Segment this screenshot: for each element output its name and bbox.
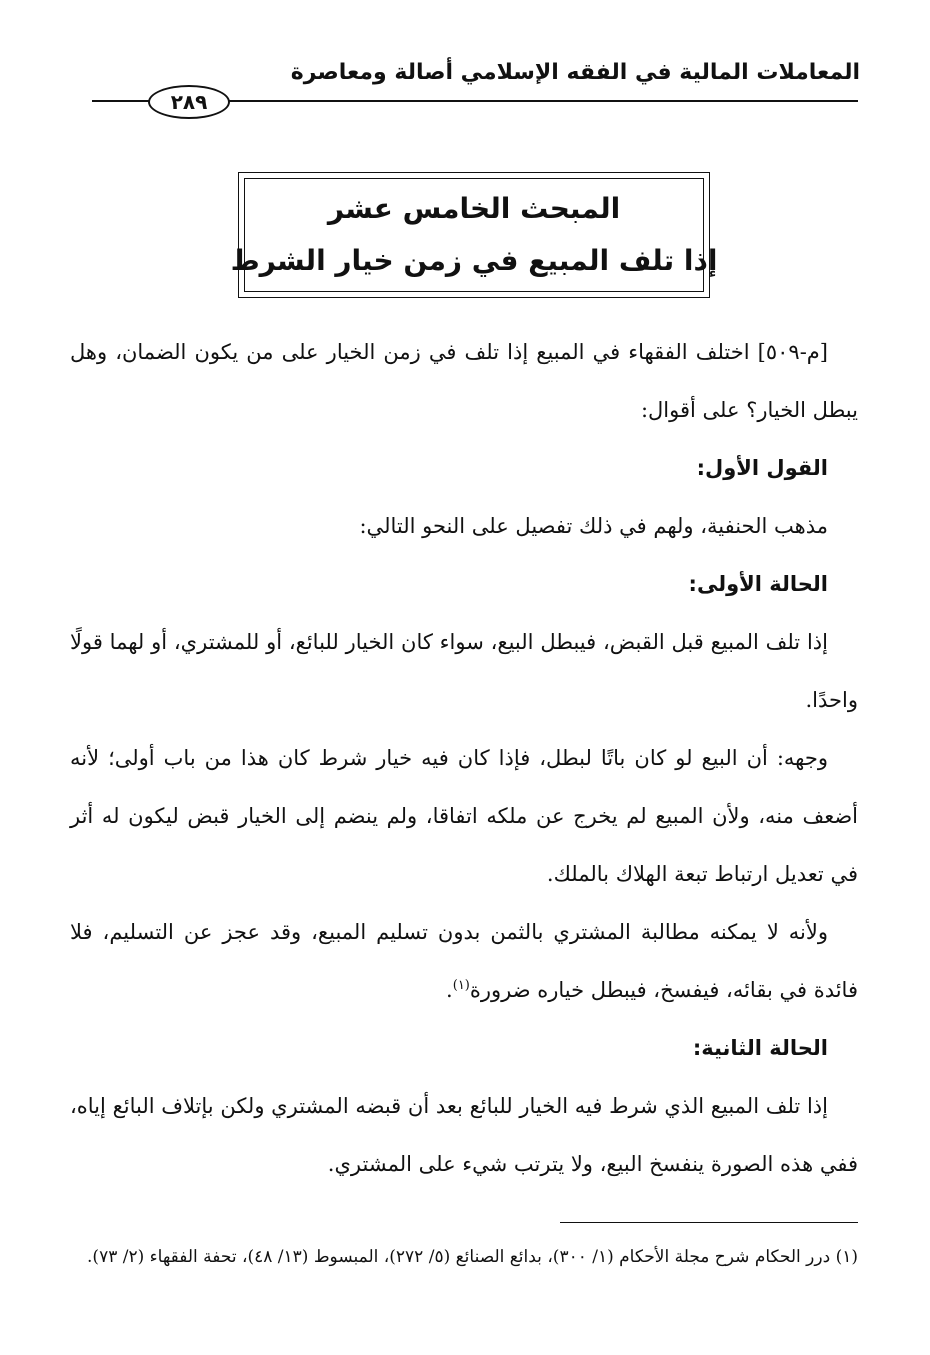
running-header-title: المعاملات المالية في الفقه الإسلامي أصالة ومعاصرة bbox=[290, 60, 860, 85]
paragraph-second-reason-end: . bbox=[446, 978, 453, 1002]
heading-first-opinion: القول الأول: bbox=[696, 456, 828, 480]
paragraph-second-reason bbox=[70, 903, 858, 1019]
paragraph-first-case: إذا تلف المبيع قبل القبض، فيبطل البيع، سواء كان الخيار للبائع، أو للمشتري، أو لهما قولًا واحدًا. bbox=[70, 630, 858, 712]
footnote-marker: (١) bbox=[452, 978, 470, 993]
section-title-box bbox=[230, 172, 718, 298]
section-title-line2: إذا تلف المبيع في زمن خيار الشرط bbox=[230, 244, 718, 277]
paragraph-hanafi: مذهب الحنفية، ولهم في ذلك تفصيل على النحو التالي: bbox=[359, 514, 828, 538]
paragraph-reason: وجهه: أن البيع لو كان باتًا لبطل، فإذا كان فيه خيار شرط كان هذا من باب أولى؛ لأنه أضعف منه، ولأن المبيع لم يخرج عن ملكه اتفاقا، ولم ينضم إلى الخيار قبض ليكون له أثر في تعديل ارتباط تبعة الهلاك بالملك. bbox=[70, 746, 858, 886]
paragraph-second-reason-text: ولأنه لا يمكنه مطالبة المشتري بالثمن بدون تسليم المبيع، وقد عجز عن التسليم، فلا فائدة في بقائه، فيفسخ، فيبطل خياره ضرورة bbox=[70, 920, 858, 1002]
section-title-line1: المبحث الخامس عشر bbox=[327, 192, 621, 225]
heading-first-case: الحالة الأولى: bbox=[688, 572, 828, 596]
heading-second-case: الحالة الثانية: bbox=[692, 1036, 828, 1060]
paragraph-second-case: إذا تلف المبيع الذي شرط فيه الخيار للبائع بعد أن قبضه المشتري ولكن بإتلاف البائع إياه، ففي هذه الصورة ينفسخ البيع، ولا يترتب شيء على المشتري. bbox=[70, 1094, 858, 1176]
footnote: (١) درر الحكام شرح مجلة الأحكام (١/ ٣٠٠)، بدائع الصنائع (٥/ ٢٧٢)، المبسوط (١٣/ ٤٨)، تحفة الفقهاء (٢/ ٧٣). bbox=[87, 1247, 858, 1267]
footnote-rule bbox=[560, 1222, 858, 1223]
page-number-badge: ٢٨٩ bbox=[148, 85, 230, 119]
paragraph-intro: [م-٥٠٩] اختلف الفقهاء في المبيع إذا تلف في زمن الخيار على من يكون الضمان، وهل يبطل الخيار؟ على أقوال: bbox=[70, 340, 858, 422]
body-text bbox=[70, 323, 858, 1193]
